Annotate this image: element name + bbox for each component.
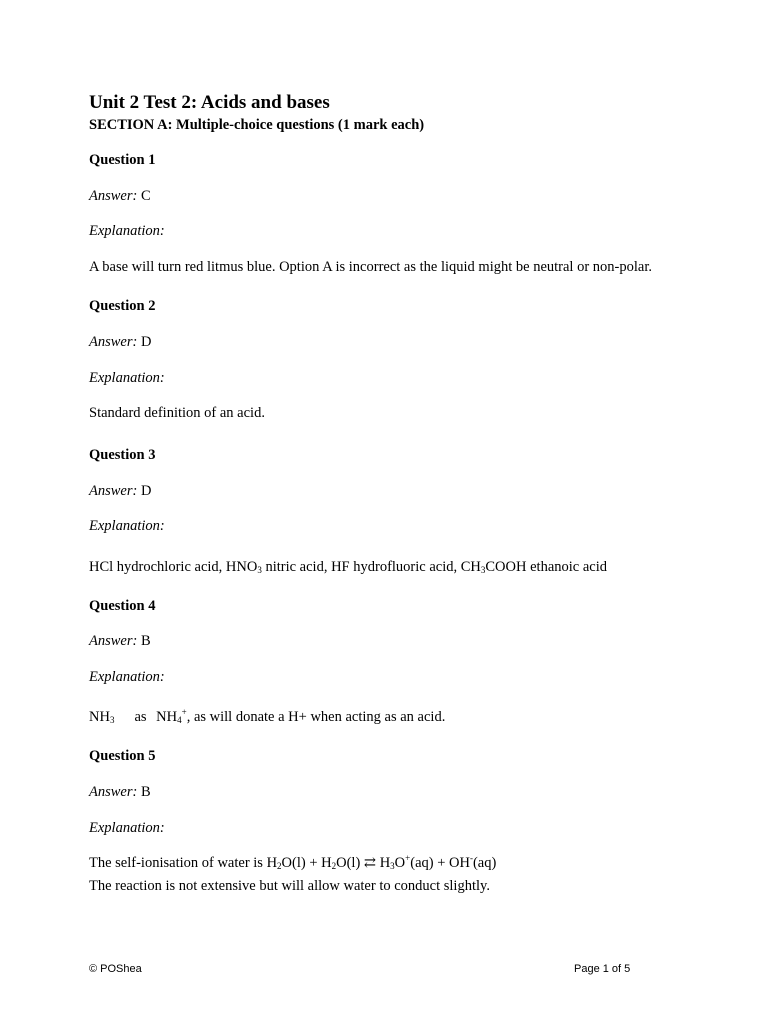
question-heading: Question 2 (89, 298, 156, 314)
answer-label: Answer: (89, 334, 138, 350)
answer-value: B (140, 784, 151, 800)
answer-line (89, 333, 151, 351)
answer-value: B (140, 633, 151, 649)
answer-line (89, 632, 151, 650)
explanation-text: HCl hydrochloric acid, $HNO_3$ nitric acid, HF hydrofluoric acid, $CH_3COOH$ ethanoic acid (89, 559, 607, 575)
explanation-text: A base will turn red litmus blue. Option A is incorrect as the liquid might be neutral or non-polar. (89, 259, 652, 275)
explanation-label: Explanation: (89, 370, 165, 386)
answer-label: Answer: (89, 188, 138, 204)
answer-value: D (140, 334, 152, 350)
question-heading: Question 3 (89, 447, 156, 463)
answer-label: Answer: (89, 784, 138, 800)
answer-value: D (140, 483, 152, 499)
explanation-text: The self-ionisation of water is $H_2O(l) + H_2O(l)$ ⇄ $H_3O^+(aq) + OH^-(aq)$ (89, 853, 497, 871)
footer-copyright: © POShea (89, 963, 142, 975)
answer-line (89, 783, 151, 801)
equilibrium-arrow: ⇄ (363, 855, 377, 871)
explanation-label: Explanation: (89, 518, 165, 534)
answer-value: C (140, 188, 151, 204)
answer-label: Answer: (89, 483, 138, 499)
answer-line (89, 482, 151, 500)
answer-label: Answer: (89, 633, 138, 649)
explanation-text-line2: The reaction is not extensive but will allow water to conduct slightly. (89, 878, 490, 894)
answer-line (89, 187, 151, 205)
footer-page-number: Page 1 of 5 (574, 963, 631, 975)
question-heading: Question 4 (89, 598, 156, 614)
section-heading: SECTION A: Multiple-choice questions (1 mark each) (89, 117, 425, 133)
question-heading: Question 5 (89, 748, 156, 764)
explanation-label: Explanation: (89, 820, 165, 836)
explanation-text: $NH_3$ as $NH_4^+$, as will donate a H+ when acting as an acid. (89, 707, 446, 725)
explanation-label: Explanation: (89, 223, 165, 239)
page-title: Unit 2 Test 2: Acids and bases (89, 92, 330, 113)
explanation-label: Explanation: (89, 669, 165, 685)
question-heading: Question 1 (89, 152, 156, 168)
explanation-text: Standard definition of an acid. (89, 405, 265, 421)
